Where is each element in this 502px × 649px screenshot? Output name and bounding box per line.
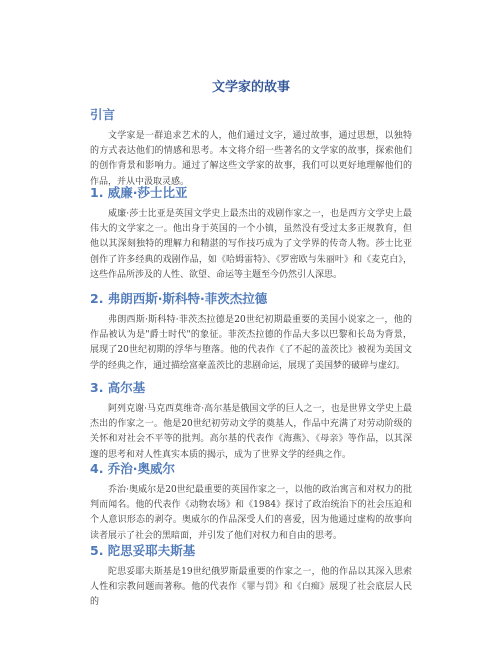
section-heading: 3. 高尔基 [90,380,146,395]
section-fitzgerald [90,291,412,374]
section-paragraph: 威廉·莎士比亚是英国文学史上最杰出的戏剧作家之一，也是西方文学史上最伟大的文学家之一。他出身于英国的一个小镇，虽然没有受过太多正规教育，但他以其深刻独特的理解力和精湛的写作技巧成为了文学界的传奇人物。莎士比亚创作了许多经典的戏剧作品，如《哈姆雷特》、《罗密欧与朱丽叶》和《麦克白》，这些作品所涉及的人性、欲望、命运等主题至今仍然引人深思。 [90,209,412,280]
section-heading: 4. 乔治·奥威尔 [90,461,176,476]
section-paragraph: 陀思妥耶夫斯基是19世纪俄罗斯最重要的作家之一，他的作品以其深入思索人性和宗教问题而著称。他的代表作《罪与罚》和《白痴》展现了社会底层人民的 [90,567,412,608]
document-title: 文学家的故事 [211,80,290,95]
section-shakespeare [90,185,412,283]
section-heading: 5. 陀思妥耶夫斯基 [90,543,196,558]
section-gorky [90,380,412,463]
section-paragraph: 弗朗西斯·斯科特·菲茨杰拉德是20世纪初期最重要的美国小说家之一，他的作品被认为是"爵士时代"的象征。菲茨杰拉德的作品大多以巴黎和长岛为背景，展现了20世纪初期的浮华与堕落。他的代表作《了不起的盖茨比》被视为美国文学的经典之作，通过描绘富豪盖茨比的悲剧命运，展现了美国梦的破碎与虚幻。 [90,315,412,371]
section-introduction [90,107,412,190]
section-orwell [90,461,412,544]
section-heading: 1. 威廉·莎士比亚 [90,185,188,200]
section-heading: 2. 弗朗西斯·斯科特·菲茨杰拉德 [90,291,268,306]
section-paragraph: 乔治·奥威尔是20世纪最重要的英国作家之一，以他的政治寓言和对权力的批判而闻名。他的代表作《动物农场》和《1984》探讨了政治统治下的社会压迫和个人意识形态的剥夺。奥威尔的作品深受人们的喜爱，因为他通过虚构的故事向读者展示了社会的黑暗面，并引发了他们对权力和自由的思考。 [90,485,412,541]
section-heading: 引言 [90,107,116,122]
section-paragraph: 文学家是一群追求艺术的人，他们通过文字，通过故事，通过思想，以独特的方式表达他们的情感和思考。本文将介绍一些著名的文学家的故事，探索他们的创作背景和影响力。通过了解这些文学家的故事，我们可以更好地理解他们的作品，并从中汲取灵感。 [90,131,412,187]
section-dostoevsky [90,543,412,611]
section-paragraph: 阿列克谢·马克西莫维奇·高尔基是俄国文学的巨人之一，也是世界文学史上最杰出的作家之一。他是20世纪初劳动文学的奠基人，作品中充满了对劳动阶级的关怀和对社会不平等的批判。高尔基的代表作《海燕》、《母亲》等作品，以其深邃的思考和对人性真实本质的揭示，成为了世界文学的经典之作。 [90,404,412,460]
